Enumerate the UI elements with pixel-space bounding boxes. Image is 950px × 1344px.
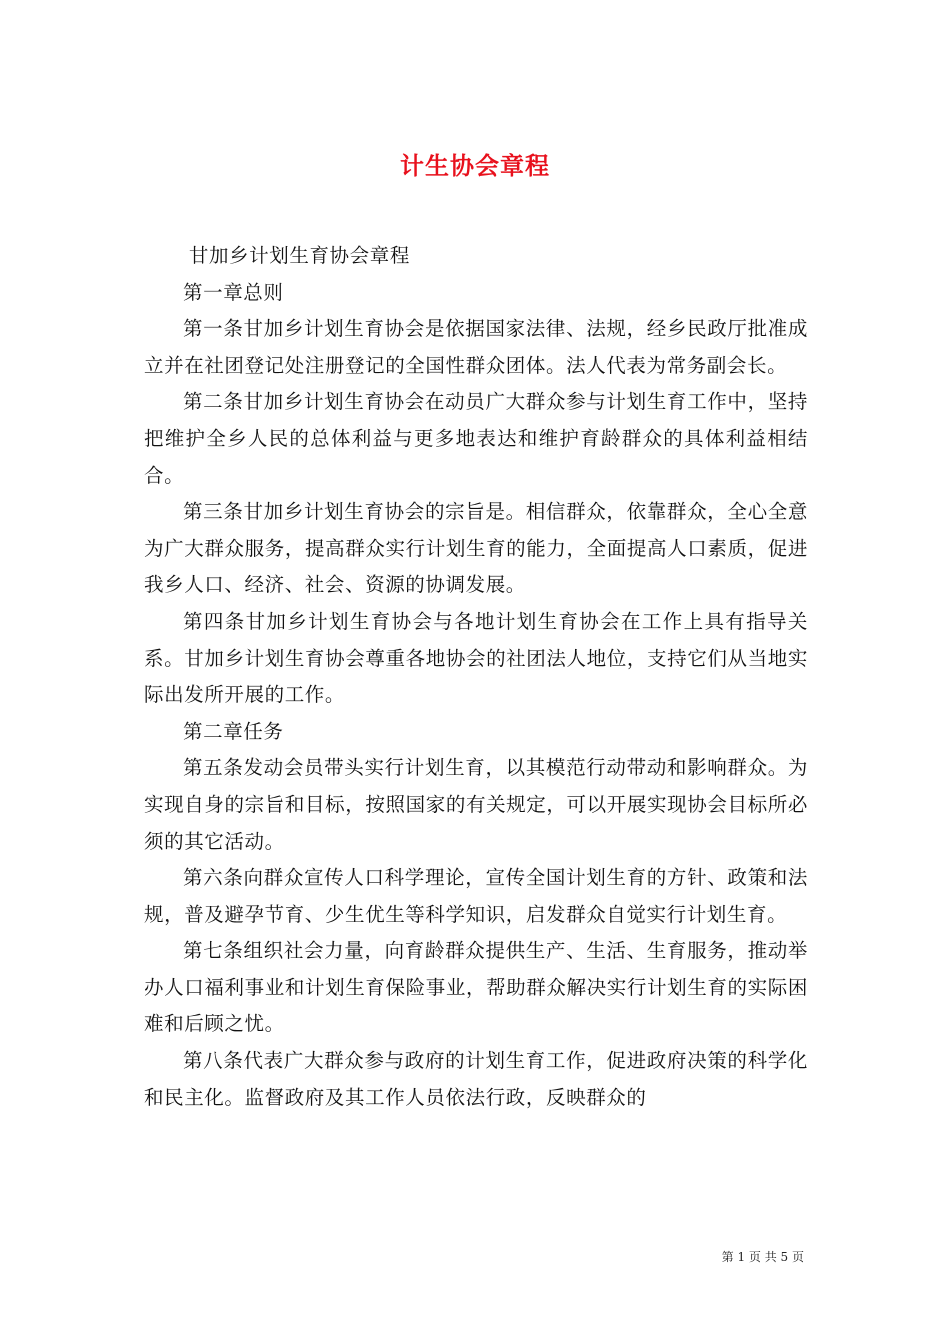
document-subtitle: 甘加乡计划生育协会章程 bbox=[188, 244, 410, 267]
article-3: 第三条甘加乡计划生育协会的宗旨是。相信群众，依靠群众，全心全意为广大群众服务，提高群众实行计划生育的能力，全面提高人口素质，促进我乡人口、经济、社会、资源的协调发展。 bbox=[144, 500, 808, 597]
article-4: 第四条甘加乡计划生育协会与各地计划生育协会在工作上具有指导关系。甘加乡计划生育协会尊重各地协会的社团法人地位，支持它们从当地实际出发所开展的工作。 bbox=[144, 609, 808, 707]
article-1: 第一条甘加乡计划生育协会是依据国家法律、法规，经乡民政厅批准成立并在社团登记处注册登记的全国性群众团体。法人代表为常务副会长。 bbox=[144, 317, 808, 377]
page-title: 计生协会章程 bbox=[400, 152, 550, 181]
page-number: 第 1 页 共 5 页 bbox=[721, 1250, 804, 1264]
article-2: 第二条甘加乡计划生育协会在动员广大群众参与计划生育工作中，坚持把维护全乡人民的总体利益与更多地表达和维护育龄群众的具体利益相结合。 bbox=[144, 390, 808, 487]
chapter-heading-2: 第二章任务 bbox=[183, 719, 284, 743]
article-8: 第八条代表广大群众参与政府的计划生育工作，促进政府决策的科学化和民主化。监督政府及其工作人员依法行政，反映群众的 bbox=[144, 1049, 808, 1109]
chapter-heading-1: 第一章总则 bbox=[183, 280, 284, 304]
article-6: 第六条向群众宣传人口科学理论，宣传全国计划生育的方针、政策和法规，普及避孕节育、少生优生等科学知识，启发群众自觉实行计划生育。 bbox=[144, 866, 808, 926]
article-5: 第五条发动会员带头实行计划生育，以其模范行动带动和影响群众。为实现自身的宗旨和目标，按照国家的有关规定，可以开展实现协会目标所必须的其它活动。 bbox=[144, 756, 808, 853]
document-body bbox=[144, 238, 808, 1116]
article-7: 第七条组织社会力量，向育龄群众提供生产、生活、生育服务，推动举办人口福利事业和计划生育保险事业，帮助群众解决实行计划生育的实际困难和后顾之忧。 bbox=[144, 939, 808, 1036]
